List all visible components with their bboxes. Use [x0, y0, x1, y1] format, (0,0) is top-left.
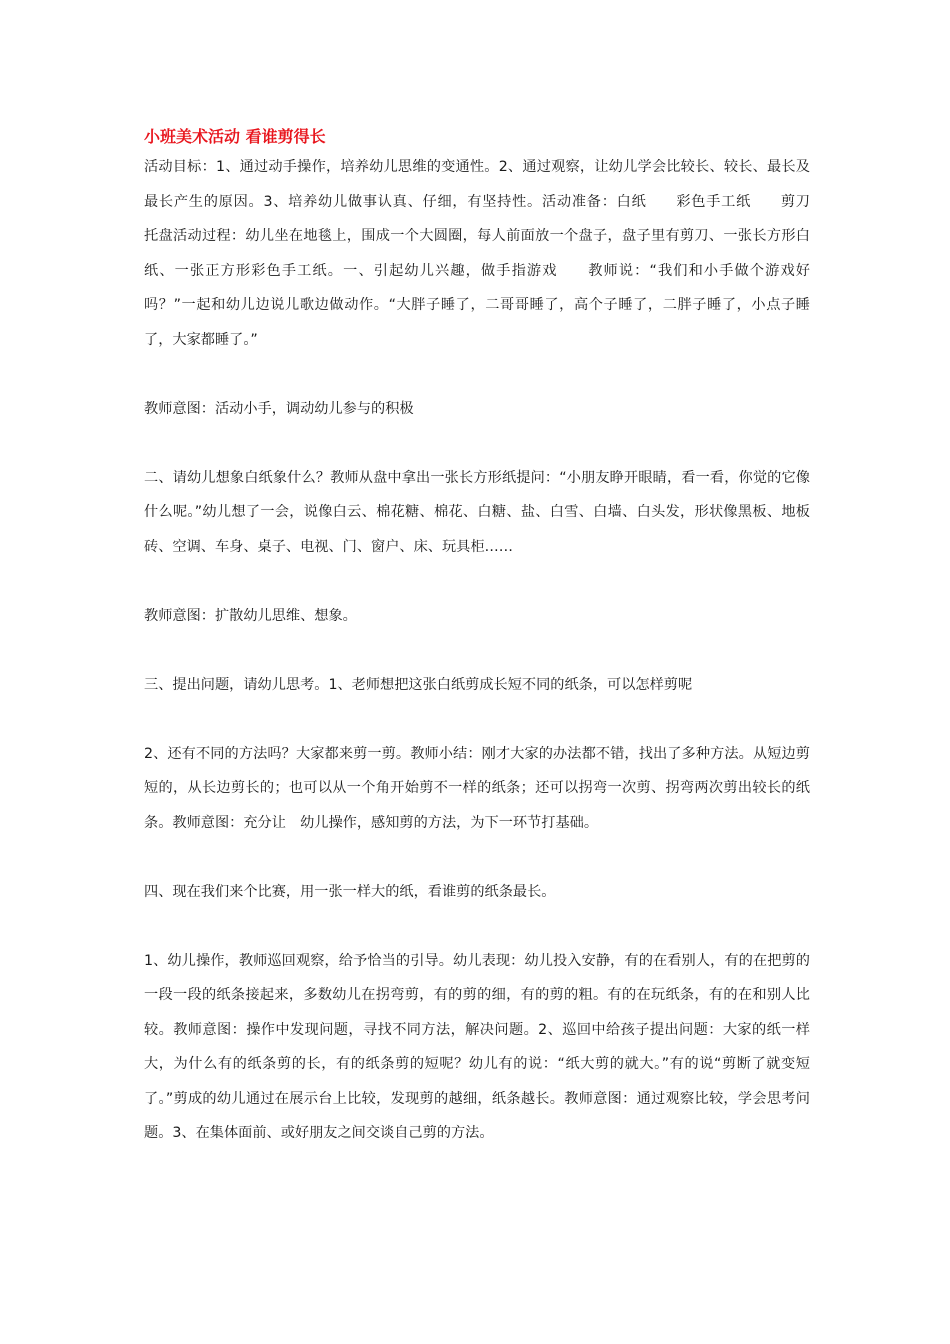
document-title: 小班美术活动 看谁剪得长	[144, 127, 326, 146]
paragraph-objectives-process: 活动目标：1、通过动手操作，培养幼儿思维的变通性。2、通过观察，让幼儿学会比较长、较长、最长及最长产生的原因。3、培养幼儿做事认真、仔细，有坚持性。活动准备：白纸 彩色手工纸 剪刀 托盘活动过程：幼儿坐在地毯上，围成一个大圆圈，每人前面放一个盘子，盘子里有剪刀、一张长方形白纸、一张正方形彩色手工纸。一、引起幼儿兴趣，做手指游戏 教师说：“我们和小手做个游戏好吗？”一起和幼儿边说儿歌边做动作。“大胖子睡了，二哥哥睡了，高个子睡了，二胖子睡了，小点子睡了，大家都睡了。”	[144, 159, 839, 348]
paragraph-teacher-intent-2: 教师意图：扩散幼儿思维、想象。	[144, 607, 357, 624]
paragraph-spacer	[144, 840, 810, 875]
paragraph-spacer	[144, 564, 810, 599]
paragraph-spacer	[144, 702, 810, 737]
paragraph-spacer	[144, 426, 810, 461]
paragraph-competition: 四、现在我们来个比赛，用一张一样大的纸，看谁剪的纸条最长。	[144, 883, 556, 900]
paragraph-raise-question: 三、提出问题，请幼儿思考。1、老师想把这张白纸剪成长短不同的纸条，可以怎样剪呢	[144, 676, 693, 693]
paragraph-teacher-intent-1: 教师意图：活动小手，调动幼儿参与的积极	[144, 400, 414, 417]
paragraph-imagine-paper: 二、请幼儿想象白纸象什么？教师从盘中拿出一张长方形纸提问：“小朋友睁开眼睛，看一看，你觉的它像什么呢。”幼儿想了一会，说像白云、棉花糖、棉花、白糖、盐、白雪、白墙、白头发，形状像黑板、地板砖、空调、车身、桌子、电视、门、窗户、床、玩具柜……	[144, 469, 810, 555]
document-body	[144, 124, 839, 1151]
paragraph-spacer	[144, 357, 810, 392]
paragraph-spacer	[144, 633, 810, 668]
paragraph-children-operate: 1、幼儿操作，教师巡回观察，给予恰当的引导。幼儿表现：幼儿投入安静，有的在看别人，有的在把剪的一段一段的纸条接起来，多数幼儿在拐弯剪，有的剪的细，有的剪的粗。有的在玩纸条，有的在和别人比较。教师意图：操作中发现问题，寻找不同方法，解决问题。2、巡回中给孩子提出问题：大家的纸一样大，为什么有的纸条剪的长，有的纸条剪的短呢？幼儿有的说：“纸大剪的就大。”有的说“剪断了就变短了。”剪成的幼儿通过在展示台上比较，发现剪的越细，纸条越长。教师意图：通过观察比较，学会思考问题。3、在集体面前、或好朋友之间交谈自己剪的方法。	[144, 952, 810, 1141]
paragraph-different-methods: 2、还有不同的方法吗？大家都来剪一剪。教师小结：刚才大家的办法都不错，找出了多种方法。从短边剪短的，从长边剪长的；也可以从一个角开始剪不一样的纸条；还可以拐弯一次剪、拐弯两次剪出较长的纸条。教师意图：充分让 幼儿操作，感知剪的方法，为下一环节打基础。	[144, 745, 810, 831]
paragraph-spacer	[144, 909, 810, 944]
